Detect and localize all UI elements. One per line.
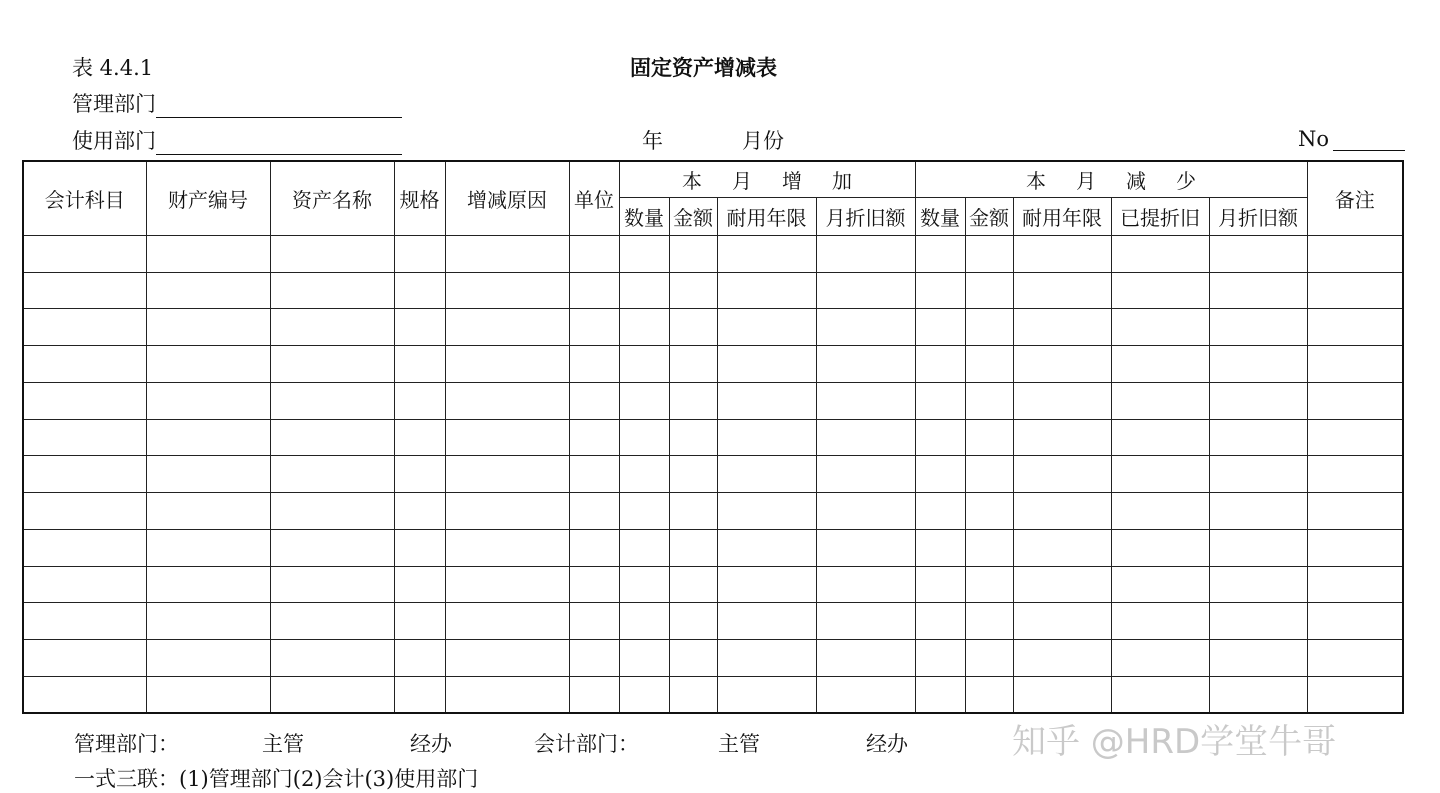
table-cell[interactable] xyxy=(1307,493,1403,530)
table-cell[interactable] xyxy=(146,493,270,530)
table-cell[interactable] xyxy=(1111,676,1209,713)
table-row xyxy=(23,566,1403,603)
table-cell[interactable] xyxy=(23,529,146,566)
table-cell[interactable] xyxy=(915,456,965,493)
table-cell[interactable] xyxy=(23,456,146,493)
table-cell[interactable] xyxy=(1307,346,1403,383)
table-cell[interactable] xyxy=(270,493,394,530)
table-cell[interactable] xyxy=(394,493,445,530)
table-cell[interactable] xyxy=(146,309,270,346)
table-cell[interactable] xyxy=(1209,309,1307,346)
col-reason: 增减原因 xyxy=(445,161,569,235)
table-cell[interactable] xyxy=(965,603,1013,640)
table-cell[interactable] xyxy=(915,603,965,640)
table-cell[interactable] xyxy=(569,529,619,566)
table-cell[interactable] xyxy=(816,493,915,530)
table-cell[interactable] xyxy=(669,382,717,419)
table-cell[interactable] xyxy=(445,566,569,603)
table-cell[interactable] xyxy=(619,676,669,713)
table-cell[interactable] xyxy=(1013,493,1111,530)
table-cell[interactable] xyxy=(1307,382,1403,419)
table-cell[interactable] xyxy=(669,639,717,676)
table-cell[interactable] xyxy=(394,419,445,456)
dec-life: 耐用年限 xyxy=(1013,197,1111,235)
table-cell[interactable] xyxy=(669,309,717,346)
table-cell[interactable] xyxy=(816,346,915,383)
table-cell[interactable] xyxy=(717,272,816,309)
footer-handler-1: 经办 xyxy=(410,732,452,756)
table-cell[interactable] xyxy=(619,493,669,530)
table-cell[interactable] xyxy=(445,346,569,383)
table-cell[interactable] xyxy=(23,309,146,346)
table-cell[interactable] xyxy=(394,235,445,272)
table-cell[interactable] xyxy=(816,566,915,603)
table-cell[interactable] xyxy=(569,676,619,713)
table-cell[interactable] xyxy=(146,566,270,603)
dec-amount: 金额 xyxy=(965,197,1013,235)
table-cell[interactable] xyxy=(1307,419,1403,456)
table-cell[interactable] xyxy=(445,272,569,309)
table-cell[interactable] xyxy=(965,566,1013,603)
table-cell[interactable] xyxy=(1013,235,1111,272)
table-cell[interactable] xyxy=(394,676,445,713)
table-cell[interactable] xyxy=(1111,382,1209,419)
table-cell[interactable] xyxy=(569,603,619,640)
table-cell[interactable] xyxy=(569,419,619,456)
table-cell[interactable] xyxy=(915,235,965,272)
table-cell[interactable] xyxy=(816,639,915,676)
table-cell[interactable] xyxy=(1209,603,1307,640)
table-cell[interactable] xyxy=(1111,603,1209,640)
col-spec: 规格 xyxy=(394,161,445,235)
table-cell[interactable] xyxy=(1111,456,1209,493)
table-cell[interactable] xyxy=(569,272,619,309)
mgmt-dept-blank[interactable] xyxy=(156,95,402,118)
table-cell[interactable] xyxy=(23,566,146,603)
table-cell[interactable] xyxy=(1111,235,1209,272)
table-cell[interactable] xyxy=(445,529,569,566)
use-dept-field xyxy=(72,125,402,155)
table-cell[interactable] xyxy=(1111,639,1209,676)
table-cell[interactable] xyxy=(669,272,717,309)
table-cell[interactable] xyxy=(915,493,965,530)
table-cell[interactable] xyxy=(965,639,1013,676)
table-cell[interactable] xyxy=(717,493,816,530)
table-row xyxy=(23,382,1403,419)
month-label: 月份 xyxy=(742,129,784,153)
table-cell[interactable] xyxy=(915,272,965,309)
table-row xyxy=(23,493,1403,530)
table-cell[interactable] xyxy=(445,603,569,640)
table-cell[interactable] xyxy=(965,309,1013,346)
table-cell[interactable] xyxy=(619,419,669,456)
table-cell[interactable] xyxy=(965,493,1013,530)
table-cell[interactable] xyxy=(569,382,619,419)
footer-copies: 一式三联：(1)管理部门(2)会计(3)使用部门 xyxy=(74,767,479,791)
table-cell[interactable] xyxy=(1111,566,1209,603)
table-cell[interactable] xyxy=(1013,346,1111,383)
table-cell[interactable] xyxy=(915,346,965,383)
table-cell[interactable] xyxy=(23,639,146,676)
table-cell[interactable] xyxy=(816,419,915,456)
table-cell[interactable] xyxy=(1307,309,1403,346)
table-cell[interactable] xyxy=(146,529,270,566)
table-row xyxy=(23,456,1403,493)
year-label: 年 xyxy=(642,129,663,153)
table-cell[interactable] xyxy=(717,235,816,272)
table-cell[interactable] xyxy=(816,456,915,493)
table-cell[interactable] xyxy=(717,382,816,419)
table-cell[interactable] xyxy=(394,456,445,493)
table-cell[interactable] xyxy=(619,235,669,272)
table-cell[interactable] xyxy=(1013,419,1111,456)
table-cell[interactable] xyxy=(717,419,816,456)
table-cell[interactable] xyxy=(1209,382,1307,419)
table-cell[interactable] xyxy=(915,419,965,456)
table-cell[interactable] xyxy=(619,272,669,309)
table-cell[interactable] xyxy=(270,382,394,419)
table-cell[interactable] xyxy=(915,382,965,419)
dec-accum-dep: 已提折旧 xyxy=(1111,197,1209,235)
table-cell[interactable] xyxy=(915,529,965,566)
table-cell[interactable] xyxy=(23,676,146,713)
table-cell[interactable] xyxy=(569,566,619,603)
table-cell[interactable] xyxy=(816,235,915,272)
table-cell[interactable] xyxy=(717,639,816,676)
watermark: 知乎 @HRD学堂牛哥 xyxy=(1012,722,1337,762)
footer-supervisor-2: 主管 xyxy=(718,732,760,756)
table-cell[interactable] xyxy=(1307,235,1403,272)
table-cell[interactable] xyxy=(23,272,146,309)
table-cell[interactable] xyxy=(146,456,270,493)
col-property-no: 财产编号 xyxy=(146,161,270,235)
col-unit: 单位 xyxy=(569,161,619,235)
table-cell[interactable] xyxy=(619,309,669,346)
table-cell[interactable] xyxy=(619,346,669,383)
col-account: 会计科目 xyxy=(23,161,146,235)
table-cell[interactable] xyxy=(569,309,619,346)
no-blank[interactable] xyxy=(1333,128,1405,151)
table-cell[interactable] xyxy=(146,419,270,456)
footer-acct: 会计部门： xyxy=(534,732,639,756)
table-cell[interactable] xyxy=(1307,603,1403,640)
table-cell[interactable] xyxy=(445,676,569,713)
table-cell[interactable] xyxy=(270,529,394,566)
table-cell[interactable] xyxy=(1209,346,1307,383)
table-cell[interactable] xyxy=(1013,566,1111,603)
table-cell[interactable] xyxy=(445,639,569,676)
table-cell[interactable] xyxy=(717,603,816,640)
table-cell[interactable] xyxy=(1209,566,1307,603)
table-cell[interactable] xyxy=(965,235,1013,272)
table-cell[interactable] xyxy=(669,346,717,383)
table-row xyxy=(23,639,1403,676)
table-cell[interactable] xyxy=(270,456,394,493)
table-cell[interactable] xyxy=(270,676,394,713)
table-cell[interactable] xyxy=(1209,272,1307,309)
table-cell[interactable] xyxy=(569,235,619,272)
table-cell[interactable] xyxy=(23,382,146,419)
table-cell[interactable] xyxy=(1013,676,1111,713)
table-cell[interactable] xyxy=(445,382,569,419)
table-cell[interactable] xyxy=(1013,603,1111,640)
table-cell[interactable] xyxy=(717,566,816,603)
footer-handler-2: 经办 xyxy=(866,732,908,756)
table-cell[interactable] xyxy=(1209,493,1307,530)
table-cell[interactable] xyxy=(146,603,270,640)
table-cell[interactable] xyxy=(1013,309,1111,346)
col-remark: 备注 xyxy=(1307,161,1403,235)
use-dept-label: 使用部门 xyxy=(72,129,156,153)
table-cell[interactable] xyxy=(619,456,669,493)
table-cell[interactable] xyxy=(23,419,146,456)
table-cell[interactable] xyxy=(669,456,717,493)
table-cell[interactable] xyxy=(717,456,816,493)
table-cell[interactable] xyxy=(816,603,915,640)
table-cell[interactable] xyxy=(965,346,1013,383)
table-cell[interactable] xyxy=(1111,346,1209,383)
table-cell[interactable] xyxy=(445,309,569,346)
table-cell[interactable] xyxy=(816,309,915,346)
table-row xyxy=(23,676,1403,713)
table-cell[interactable] xyxy=(816,272,915,309)
table-cell[interactable] xyxy=(669,603,717,640)
table-cell[interactable] xyxy=(915,566,965,603)
table-cell[interactable] xyxy=(569,456,619,493)
table-cell[interactable] xyxy=(717,676,816,713)
asset-change-table xyxy=(22,160,1404,714)
table-cell[interactable] xyxy=(146,676,270,713)
form-title: 固定资产增减表 xyxy=(630,55,777,80)
inc-life: 耐用年限 xyxy=(717,197,816,235)
table-cell[interactable] xyxy=(1013,639,1111,676)
no-label: No xyxy=(1298,127,1330,151)
header-row-1 xyxy=(23,161,1403,197)
table-cell[interactable] xyxy=(965,419,1013,456)
table-row xyxy=(23,419,1403,456)
table-cell[interactable] xyxy=(965,676,1013,713)
table-cell[interactable] xyxy=(146,235,270,272)
table-cell[interactable] xyxy=(915,639,965,676)
table-cell[interactable] xyxy=(1209,235,1307,272)
table-cell[interactable] xyxy=(270,566,394,603)
table-cell[interactable] xyxy=(270,235,394,272)
table-cell[interactable] xyxy=(965,272,1013,309)
table-cell[interactable] xyxy=(569,493,619,530)
table-row xyxy=(23,603,1403,640)
table-cell[interactable] xyxy=(445,419,569,456)
table-cell[interactable] xyxy=(270,272,394,309)
table-cell[interactable] xyxy=(816,529,915,566)
table-cell[interactable] xyxy=(394,272,445,309)
table-cell[interactable] xyxy=(1111,493,1209,530)
group-decrease xyxy=(915,161,1307,197)
inc-amount: 金额 xyxy=(669,197,717,235)
table-row xyxy=(23,272,1403,309)
use-dept-blank[interactable] xyxy=(156,132,402,155)
table-cell[interactable] xyxy=(816,676,915,713)
table-cell[interactable] xyxy=(146,272,270,309)
table-row xyxy=(23,235,1403,272)
table-cell[interactable] xyxy=(965,529,1013,566)
table-cell[interactable] xyxy=(669,493,717,530)
table-cell[interactable] xyxy=(816,382,915,419)
table-cell[interactable] xyxy=(669,676,717,713)
table-cell[interactable] xyxy=(915,676,965,713)
table-cell[interactable] xyxy=(270,639,394,676)
table-cell[interactable] xyxy=(1307,639,1403,676)
table-cell[interactable] xyxy=(394,566,445,603)
table-cell[interactable] xyxy=(1209,639,1307,676)
table-cell[interactable] xyxy=(717,309,816,346)
group-decrease-label: 本月减少 xyxy=(1026,168,1227,193)
table-cell[interactable] xyxy=(717,529,816,566)
group-increase-label: 本月增加 xyxy=(682,168,882,193)
mgmt-dept-label: 管理部门 xyxy=(72,92,156,116)
table-cell[interactable] xyxy=(1209,529,1307,566)
table-cell[interactable] xyxy=(1013,529,1111,566)
table-cell[interactable] xyxy=(146,639,270,676)
table-cell[interactable] xyxy=(270,309,394,346)
table-cell[interactable] xyxy=(23,235,146,272)
table-cell[interactable] xyxy=(619,603,669,640)
table-cell[interactable] xyxy=(394,603,445,640)
table-cell[interactable] xyxy=(1307,529,1403,566)
table-number: 表 4.4.1 xyxy=(72,56,154,80)
table-cell[interactable] xyxy=(394,639,445,676)
table-cell[interactable] xyxy=(394,382,445,419)
table-cell[interactable] xyxy=(1307,456,1403,493)
table-cell[interactable] xyxy=(965,456,1013,493)
table-cell[interactable] xyxy=(1013,456,1111,493)
group-increase xyxy=(619,161,915,197)
table-cell[interactable] xyxy=(445,235,569,272)
table-cell[interactable] xyxy=(23,346,146,383)
table-cell[interactable] xyxy=(146,346,270,383)
table-cell[interactable] xyxy=(717,346,816,383)
table-cell[interactable] xyxy=(569,639,619,676)
table-cell[interactable] xyxy=(1307,566,1403,603)
table-row xyxy=(23,309,1403,346)
table-cell[interactable] xyxy=(394,529,445,566)
table-cell[interactable] xyxy=(669,419,717,456)
table-cell[interactable] xyxy=(1111,529,1209,566)
footer-mgmt: 管理部门： xyxy=(74,732,179,756)
table-cell[interactable] xyxy=(619,639,669,676)
footer-supervisor-1: 主管 xyxy=(262,732,304,756)
table-cell[interactable] xyxy=(1307,676,1403,713)
col-asset-name: 资产名称 xyxy=(270,161,394,235)
table-cell[interactable] xyxy=(569,346,619,383)
dec-qty: 数量 xyxy=(915,197,965,235)
table-cell[interactable] xyxy=(23,493,146,530)
table-cell[interactable] xyxy=(1307,272,1403,309)
table-cell[interactable] xyxy=(1111,309,1209,346)
table-cell[interactable] xyxy=(1111,419,1209,456)
table-cell[interactable] xyxy=(1013,272,1111,309)
table-cell[interactable] xyxy=(270,603,394,640)
inc-monthly-dep: 月折旧额 xyxy=(816,197,915,235)
table-cell[interactable] xyxy=(394,309,445,346)
inc-qty: 数量 xyxy=(619,197,669,235)
table-cell[interactable] xyxy=(394,346,445,383)
table-cell[interactable] xyxy=(669,566,717,603)
table-cell[interactable] xyxy=(1209,456,1307,493)
table-cell[interactable] xyxy=(669,235,717,272)
table-cell[interactable] xyxy=(619,529,669,566)
table-cell[interactable] xyxy=(965,382,1013,419)
table-cell[interactable] xyxy=(619,382,669,419)
table-cell[interactable] xyxy=(1209,419,1307,456)
dec-monthly-dep: 月折旧额 xyxy=(1209,197,1307,235)
table-cell[interactable] xyxy=(1111,272,1209,309)
table-row xyxy=(23,346,1403,383)
table-cell[interactable] xyxy=(146,382,270,419)
table-cell[interactable] xyxy=(270,346,394,383)
table-cell[interactable] xyxy=(1209,676,1307,713)
table-cell[interactable] xyxy=(619,566,669,603)
table-cell[interactable] xyxy=(669,529,717,566)
table-cell[interactable] xyxy=(445,493,569,530)
table-cell[interactable] xyxy=(1013,382,1111,419)
table-cell[interactable] xyxy=(445,456,569,493)
table-row xyxy=(23,529,1403,566)
mgmt-dept-field xyxy=(72,88,402,118)
table-cell[interactable] xyxy=(270,419,394,456)
table-cell[interactable] xyxy=(23,603,146,640)
table-cell[interactable] xyxy=(915,309,965,346)
no-field xyxy=(1298,127,1405,151)
